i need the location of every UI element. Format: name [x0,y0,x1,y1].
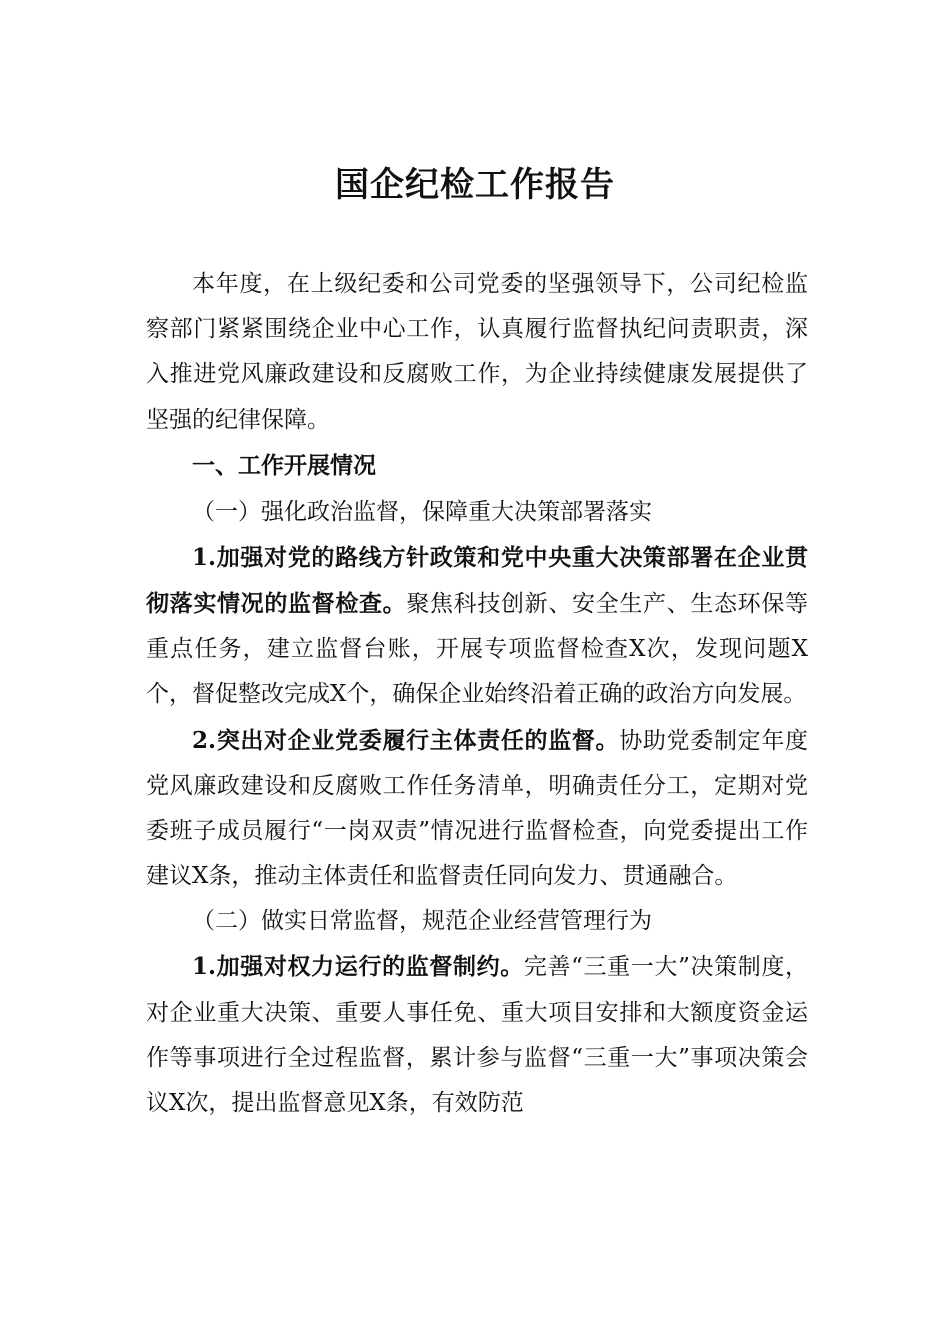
paragraph-text: 完善“三重一大”决策制度，对企业重大决策、重要人事任免、重大项目安排和大额度资金运作等事项进行全过程监督，累计参与监督“三重一大”事项决策会议X次，提出监督意见X条，有效防范 [146,954,808,1117]
paragraph-1-2 [146,718,808,900]
section-heading-1: 一、工作开展情况 [192,452,376,479]
paragraph-2-1 [146,944,808,1126]
intro-paragraph: 本年度，在上级纪委和公司党委的坚强领导下，公司纪检监察部门紧紧围绕企业中心工作，认真履行监督执纪问责职责，深入推进党风廉政建设和反腐败工作，为企业持续健康发展提供了坚强的纪律保障。 [146,271,808,433]
document-body [146,262,808,1126]
paragraph-1-1 [146,535,808,718]
document-title: 国企纪检工作报告 [335,165,615,205]
paragraph-text: 协助党委制定年度党风廉政建设和反腐败工作任务清单，明确责任分工，定期对党委班子成员履行“一岗双责”情况进行监督检查，向党委提出工作建议X条，推动主体责任和监督责任同向发力、贯通融合。 [146,727,809,890]
paragraph-lead: 1.加强对权力运行的监督制约。 [192,953,524,981]
subsection-heading-2: （二）做实日常监督，规范企业经营管理行为 [192,908,652,935]
paragraph-lead: 1.加强对党的路线方针政策和党中央重大决策部署在企业贯彻落实情况的监督检查。 [146,543,808,618]
subsection-heading-1: （一）强化政治监督，保障重大决策部署落实 [192,498,652,525]
paragraph-text: 聚焦科技创新、安全生产、生态环保等重点任务，建立监督台账，开展专项监督检查X次，发现问题X个，督促整改完成X个，确保企业始终沿着正确的政治方向发展。 [146,591,809,708]
paragraph-lead: 2.突出对企业党委履行主体责任的监督。 [192,726,620,754]
